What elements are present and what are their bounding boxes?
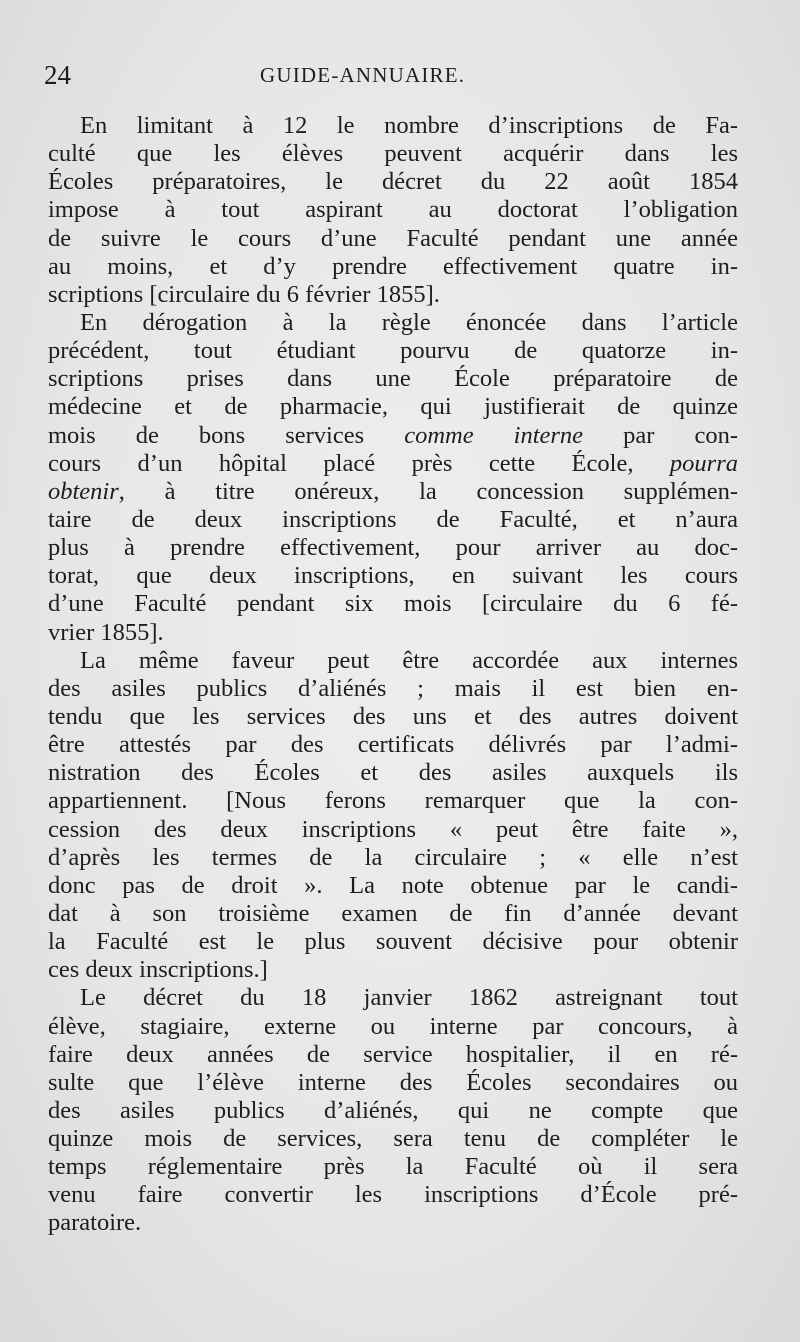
text-line: mois de bons services comme interne par con- [48,421,738,449]
text-line: obtenir, à titre onéreux, la concession supplémen- [48,477,738,505]
text-line: de suivre le cours d’une Faculté pendant une année [48,224,738,252]
italic-phrase: pourra [669,449,738,477]
text-line: En limitant à 12 le nombre d’inscriptions de Fa- [80,112,738,139]
text-line: quinze mois de services, sera tenu de compléter le [48,1125,738,1153]
paragraph [48,309,738,647]
text-line: plus à prendre effectivement, pour arriver au doc- [48,534,738,562]
text-line: tendu que les services des uns et des autres doivent [48,702,738,730]
text-line: au moins, et d’y prendre effectivement quatre in- [48,252,738,280]
text-line: venu faire convertir les inscriptions d’École pré- [48,1181,738,1209]
text-line: La même faveur peut être accordée aux internes [80,646,738,674]
italic-phrase: obtenir [48,477,119,505]
text-line: impose à tout aspirant au doctorat l’obligation [48,196,738,224]
text-line: temps réglementaire près la Faculté où il sera [48,1153,738,1181]
paragraph [48,647,738,985]
text-line: En dérogation à la règle énoncée dans l’article [80,308,738,336]
page-header [44,58,734,92]
text-line: sulte que l’élève interne des Écoles secondaires ou [48,1068,738,1096]
text-line: Le décret du 18 janvier 1862 astreignant tout [80,984,738,1012]
text-line: précédent, tout étudiant pourvu de quatorze in- [48,337,738,365]
text-line: des asiles publics d’aliénés ; mais il est bien en- [48,674,738,702]
italic-phrase: comme interne [404,421,584,449]
text-line: ces deux inscriptions.] [48,956,268,984]
text-line: Écoles préparatoires, le décret du 22 août 1854 [48,168,738,196]
text-line: d’une Faculté pendant six mois [circulaire du 6 fé- [48,590,738,618]
text-line: vrier 1855]. [48,618,164,646]
text-line: culté que les élèves peuvent acquérir dans les [48,140,738,168]
text-line: taire de deux inscriptions de Faculté, et n’aura [48,505,738,533]
text-line: torat, que deux inscriptions, en suivant les cours [48,562,738,590]
text-line: donc pas de droit ». La note obtenue par le candi- [48,871,738,899]
text-line: élève, stagiaire, externe ou interne par concours, à [48,1012,738,1040]
paragraph [48,984,738,1237]
text-line: cession des deux inscriptions « peut être faite », [48,815,738,843]
text-line: appartiennent. [Nous ferons remarquer que la con- [48,787,738,815]
paragraph [48,112,738,309]
text-line: médecine et de pharmacie, qui justifierait de quinze [48,393,738,421]
text-line: scriptions prises dans une École préparatoire de [48,365,738,393]
text-line: la Faculté est le plus souvent décisive pour obtenir [48,928,738,956]
text-line: cours d’un hôpital placé près cette École, pourra [48,449,738,477]
text-line: paratoire. [48,1209,142,1237]
text-line: des asiles publics d’aliénés, qui ne compte que [48,1096,738,1124]
text-line: d’après les termes de la circulaire ; « elle n’est [48,843,738,871]
page-number: 24 [44,60,71,90]
running-title: GUIDE-ANNUAIRE. [260,63,466,87]
text-line: être attestés par des certificats délivrés par l’admi- [48,731,738,759]
body-text [48,112,738,1238]
text-line: scriptions [circulaire du 6 février 1855]. [48,280,440,308]
text-line: faire deux années de service hospitalier, il en ré- [48,1040,738,1068]
text-line: dat à son troisième examen de fin d’année devant [48,899,738,927]
text-line: nistration des Écoles et des asiles auxquels ils [48,759,738,787]
